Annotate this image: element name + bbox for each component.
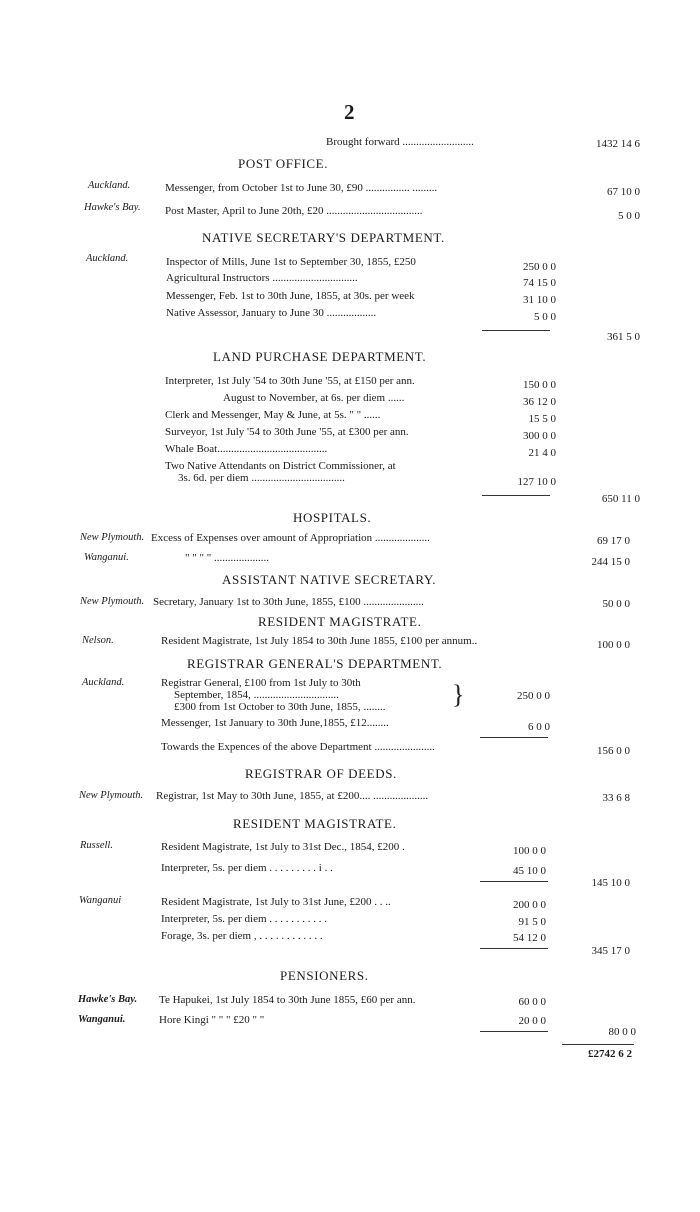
item-amount: 6 0 0	[528, 721, 550, 733]
item-amount: 21 4 0	[528, 447, 556, 459]
item-text: Resident Magistrate, 1st July to 31st June, £200 . . ..	[161, 896, 391, 908]
section-title-post-office: POST OFFICE.	[238, 156, 329, 171]
item-text-continued: £300 from 1st October to 30th June, 1855, ........	[174, 701, 386, 713]
item-text-continued: 3s. 6d. per diem ..................................	[178, 472, 345, 484]
place-label: Wanganui.	[78, 1014, 126, 1025]
item-amount: 5 0 0	[534, 311, 556, 323]
place-label: Auckland.	[88, 180, 131, 191]
place-label: New Plymouth.	[80, 532, 145, 543]
item-amount: 50 0 0	[602, 598, 630, 610]
item-text: Resident Magistrate, 1st July to 31st Dec., 1854, £200 .	[161, 841, 405, 853]
place-label: Wanganui	[79, 895, 122, 906]
subtotal-rule	[482, 330, 550, 331]
place-label: Nelson.	[82, 635, 114, 646]
item-amount: 300 0 0	[523, 430, 556, 442]
section-title-assistant-native: ASSISTANT NATIVE SECRETARY.	[222, 572, 437, 587]
item-text: Post Master, April to June 20th, £20 ...................................	[165, 205, 423, 217]
item-text: Messenger, Feb. 1st to 30th June, 1855, at 30s. per week	[166, 290, 415, 302]
item-text: Interpreter, 5s. per diem . . . . . . . . . i . .	[161, 862, 333, 874]
item-text: Clerk and Messenger, May & June, at 5s. " " ......	[165, 409, 381, 421]
item-amount: 5 0 0	[618, 210, 640, 222]
item-text-continued: September, 1854, ...............................	[174, 689, 339, 701]
item-amount: 67 10 0	[607, 186, 640, 198]
section-title-native-secretary: NATIVE SECRETARY'S DEPARTMENT.	[202, 230, 445, 245]
item-amount: 200 0 0	[513, 899, 546, 911]
subtotal-rule	[482, 495, 550, 496]
section-title-land-purchase: LAND PURCHASE DEPARTMENT.	[213, 349, 427, 364]
item-amount: 69 17 0	[597, 535, 630, 547]
place-label: New Plymouth.	[79, 790, 144, 801]
item-amount: 36 12 0	[523, 396, 556, 408]
item-amount: 31 10 0	[523, 294, 556, 306]
item-amount: 15 5 0	[528, 413, 556, 425]
item-text: Native Assessor, January to June 30 ..................	[166, 307, 377, 319]
item-text: Messenger, 1st January to 30th June,1855, £12........	[161, 717, 389, 729]
subtotal-rule	[480, 948, 548, 949]
item-text: Te Hapukei, 1st July 1854 to 30th June 1855, £60 per ann.	[159, 994, 416, 1006]
section-total: 145 10 0	[591, 877, 630, 889]
brought-forward-amount: 1432 14 6	[596, 138, 640, 150]
place-label: Russell.	[80, 840, 113, 851]
section-title-pensioners: PENSIONERS.	[280, 968, 369, 983]
subtotal-rule	[480, 1031, 548, 1032]
place-label: Auckland.	[86, 253, 129, 264]
place-label: Wanganui.	[84, 552, 129, 563]
item-text: Inspector of Mills, June 1st to September 30, 1855, £250	[166, 256, 416, 268]
item-amount: 20 0 0	[518, 1015, 546, 1027]
section-total: 650 11 0	[601, 493, 640, 505]
place-label: Auckland.	[82, 677, 125, 688]
item-amount: 91 5 0	[518, 916, 546, 928]
ditto-marks: Hore Kingi " " " £20 " "	[159, 1014, 265, 1026]
item-text: Interpreter, 1st July '54 to 30th June '55, at £150 per ann.	[165, 375, 415, 387]
section-total: 361 5 0	[607, 331, 640, 343]
ditto-marks: " " " " ....................	[185, 552, 269, 564]
section-title-resident-magistrate: RESIDENT MAGISTRATE.	[233, 816, 397, 831]
item-amount: 150 0 0	[523, 379, 556, 391]
section-total: 345 17 0	[591, 945, 630, 957]
section-title-registrar-deeds: REGISTRAR OF DEEDS.	[245, 766, 397, 781]
item-text: Agricultural Instructors ...............................	[166, 272, 358, 284]
item-amount: 100 0 0	[513, 845, 546, 857]
item-amount: 250 0 0	[523, 261, 556, 273]
brought-forward-label: Brought forward ..........................	[326, 136, 474, 148]
item-amount: 54 12 0	[513, 932, 546, 944]
item-amount: 60 0 0	[518, 996, 546, 1008]
item-amount: 74 15 0	[523, 277, 556, 289]
item-text: Surveyor, 1st July '54 to 30th June '55, at £300 per ann.	[165, 426, 409, 438]
subtotal-rule	[480, 881, 548, 882]
item-amount: 244 15 0	[591, 556, 630, 568]
item-text: Excess of Expenses over amount of Appropriation ....................	[151, 532, 430, 544]
place-label: Hawke's Bay.	[84, 202, 141, 213]
item-text: Messenger, from October 1st to June 30, £90 ................ .........	[165, 182, 438, 194]
item-amount: 100 0 0	[597, 639, 630, 651]
section-title-resident-magistrate: RESIDENT MAGISTRATE.	[258, 614, 422, 629]
item-text: Registrar, 1st May to 30th June, 1855, at £200.... ....................	[156, 790, 429, 802]
item-amount: 45 10 0	[513, 865, 546, 877]
place-label: New Plymouth.	[80, 596, 145, 607]
item-text: Forage, 3s. per diem , . . . . . . . . . . . .	[161, 930, 323, 942]
grand-total-rule	[562, 1044, 634, 1045]
section-total: 156 0 0	[597, 745, 630, 757]
section-total: 80 0 0	[608, 1026, 636, 1038]
subtotal-rule	[480, 737, 548, 738]
item-text: Registrar General, £100 from 1st July to 30th	[161, 677, 361, 689]
item-text: August to November, at 6s. per diem ......	[223, 392, 405, 404]
grand-total: £2742 6 2	[588, 1048, 632, 1060]
item-amount: 33 6 8	[602, 792, 630, 804]
item-amount: 250 0 0	[517, 690, 550, 702]
item-text: Secretary, January 1st to 30th June, 1855, £100 ......................	[153, 596, 424, 608]
item-text: Whale Boat........................................	[165, 443, 328, 455]
item-text: Two Native Attendants on District Commissioner, at	[165, 460, 396, 472]
page-number: 2	[344, 100, 355, 124]
place-label: Hawke's Bay.	[78, 994, 138, 1005]
item-text: Resident Magistrate, 1st July 1854 to 30th June 1855, £100 per annum..	[161, 635, 478, 647]
brace: }	[452, 680, 465, 709]
item-text: Interpreter, 5s. per diem . . . . . . . . . . .	[161, 913, 328, 925]
section-title-hospitals: HOSPITALS.	[293, 510, 372, 525]
item-amount: 127 10 0	[517, 476, 556, 488]
item-text: Towards the Expences of the above Department ......................	[161, 741, 435, 753]
section-title-registrar-general: REGISTRAR GENERAL'S DEPARTMENT.	[187, 656, 443, 671]
